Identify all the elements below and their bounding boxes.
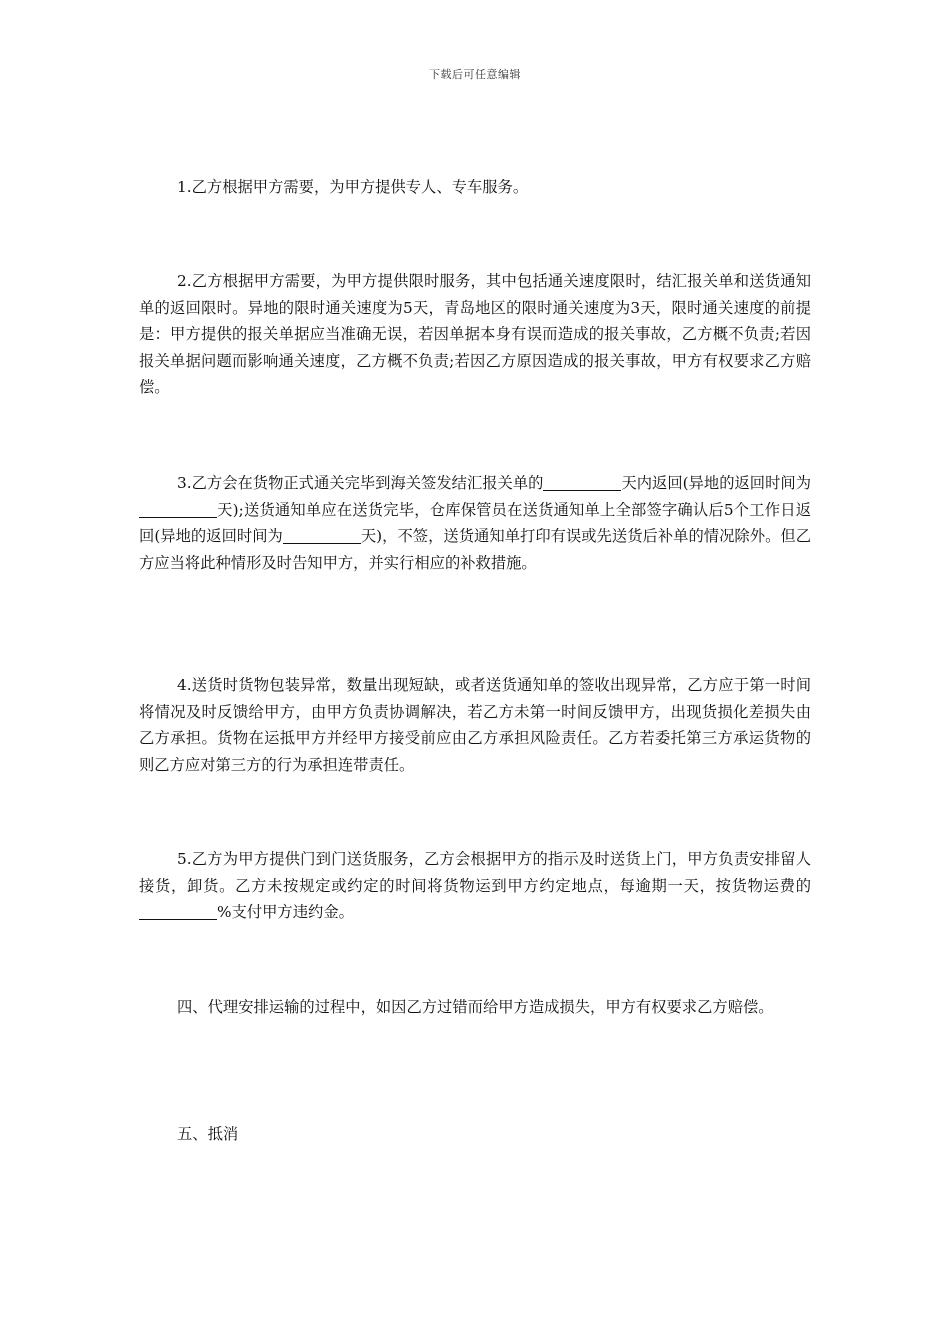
- return-days-blank[interactable]: [543, 472, 621, 491]
- penalty-percent-blank[interactable]: [139, 901, 217, 920]
- section-5-heading: 五、抵消: [177, 1125, 239, 1143]
- clause-1-paragraph: 1.乙方根据甲方需要，为甲方提供专人、专车服务。: [177, 178, 529, 196]
- remote-return-days-blank[interactable]: [139, 499, 217, 518]
- clause-5-paragraph: [139, 846, 811, 926]
- section-4-paragraph: 四、代理安排运输的过程中，如因乙方过错而给甲方造成损失，甲方有权要求乙方赔偿。: [177, 998, 774, 1016]
- clause-4-paragraph: 4.送货时货物包装异常，数量出现短缺，或者送货通知单的签收出现异常，乙方应于第一时间将情况及时反馈给甲方，由甲方负责协调解决，若乙方未第一时间反馈甲方，出现货损化差损失由乙方承担。货物在运抵甲方并经甲方接受前应由乙方承担风险责任。乙方若委托第三方承运货物的则乙方应对第三方的行为承担连带责任。: [139, 676, 811, 774]
- page-header: 下载后可任意编辑: [429, 68, 521, 81]
- clause-3-text-3: 天);送货通知单应在送货完毕，仓库保管员在送货通知单上全部签字确认后5个工作日返回(异地的返回时间为: [139, 500, 811, 546]
- remote-notice-return-days-blank[interactable]: [283, 525, 361, 544]
- clause-3-paragraph: [139, 470, 811, 576]
- clause-5-text-2: %支付甲方违约金。: [217, 903, 354, 922]
- clause-3-text-4: 天)，不签，送货通知单打印有误或先送货后补单的情况除外。但乙方应当将此种情形及时告知甲方，并实行相应的补救措施。: [139, 527, 811, 572]
- clause-3-text-2: 天内返回(异地的返回时间为: [621, 474, 811, 492]
- clause-2-paragraph: 2.乙方根据甲方需要，为甲方提供限时服务，其中包括通关速度限时，结汇报关单和送货通知单的返回限时。异地的限时通关速度为5天，青岛地区的限时通关速度为3天，限时通关速度的前提是：甲方提供的报关单据应当准确无误，若因单据本身有误而造成的报关事故，乙方概不负责;若因报关单据问题而影响通关速度，乙方概不负责;若因乙方原因造成的报关事故，甲方有权要求乙方赔偿。: [139, 272, 811, 397]
- clause-5-text-1: 5.乙方为甲方提供门到门送货服务，乙方会根据甲方的指示及时送货上门，甲方负责安排留人接货，卸货。乙方未按规定或约定的时间将货物运到甲方约定地点，每逾期一天，按货物运费的: [139, 850, 811, 895]
- clause-3-text-1: 3.乙方会在货物正式通关完毕到海关签发结汇报关单的: [177, 474, 544, 492]
